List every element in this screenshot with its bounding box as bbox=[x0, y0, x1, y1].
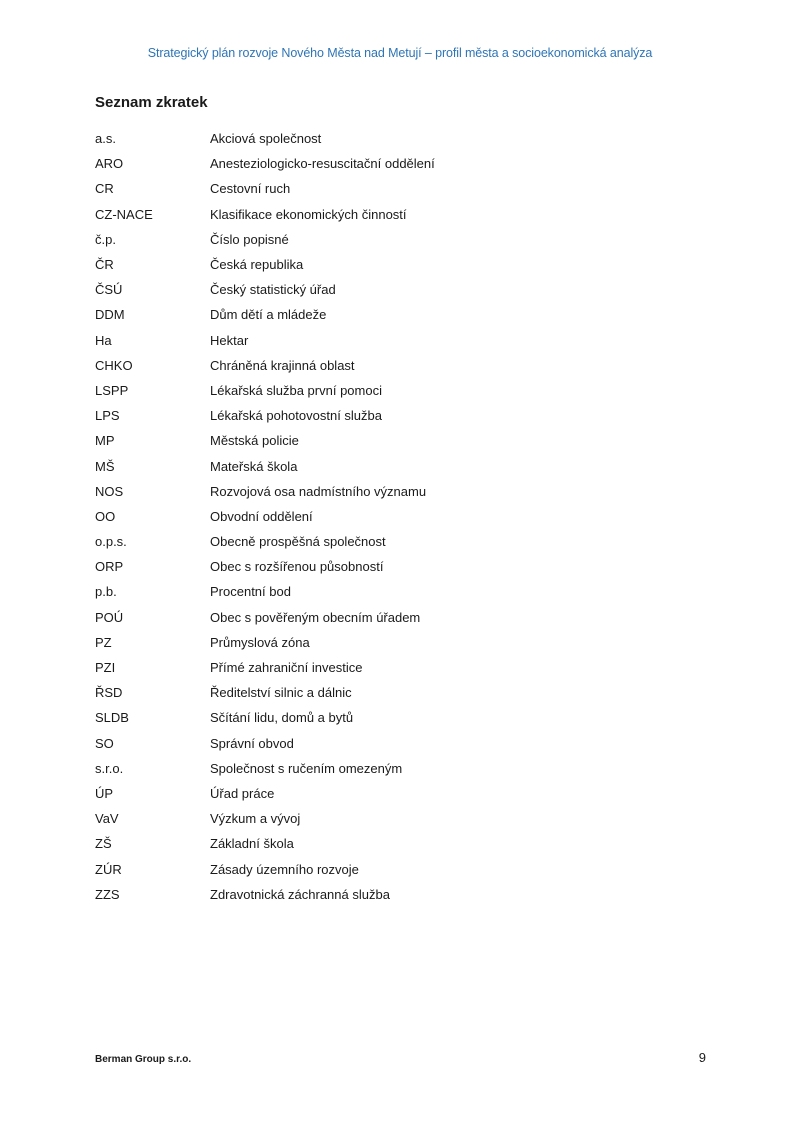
abbreviation-meaning: Číslo popisné bbox=[210, 231, 289, 247]
abbreviation-code: Ha bbox=[95, 332, 112, 348]
abbreviation-meaning: Městská policie bbox=[210, 433, 299, 449]
abbreviation-row bbox=[95, 176, 655, 201]
abbreviation-meaning: Akciová společnost bbox=[210, 131, 322, 147]
page-number: 9 bbox=[698, 1050, 706, 1065]
page-footer bbox=[95, 1050, 706, 1070]
abbreviation-row bbox=[95, 479, 655, 504]
abbreviation-meaning: Ředitelství silnic a dálnic bbox=[210, 685, 352, 701]
abbreviation-meaning: Obvodní oddělení bbox=[210, 508, 313, 524]
abbreviation-code: DDM bbox=[95, 307, 125, 323]
abbreviation-meaning: Lékařská pohotovostní služba bbox=[210, 408, 382, 424]
abbreviation-meaning: Hektar bbox=[210, 332, 249, 348]
abbreviation-row bbox=[95, 605, 655, 630]
abbreviation-row bbox=[95, 856, 655, 881]
abbreviation-code: p.b. bbox=[95, 584, 117, 600]
abbreviation-row bbox=[95, 302, 655, 327]
abbreviation-row bbox=[95, 680, 655, 705]
abbreviation-code: ČSÚ bbox=[95, 282, 123, 298]
abbreviation-row bbox=[95, 655, 655, 680]
abbreviation-meaning: Společnost s ručením omezeným bbox=[210, 760, 403, 776]
abbreviation-row bbox=[95, 151, 655, 176]
abbreviation-meaning: Zdravotnická záchranná služba bbox=[210, 886, 390, 902]
abbreviation-meaning: Lékařská služba první pomoci bbox=[210, 382, 382, 398]
abbreviation-row bbox=[95, 529, 655, 554]
abbreviation-row bbox=[95, 453, 655, 478]
abbreviation-row bbox=[95, 579, 655, 604]
abbreviation-code: SLDB bbox=[95, 710, 129, 726]
abbreviation-meaning: Obec s rozšířenou působností bbox=[210, 559, 384, 575]
abbreviation-code: POÚ bbox=[95, 609, 124, 625]
abbreviation-code: CHKO bbox=[95, 357, 133, 373]
abbreviation-code: MŠ bbox=[95, 458, 115, 474]
abbreviation-row bbox=[95, 731, 655, 756]
abbreviation-code: ZÚR bbox=[95, 861, 122, 877]
abbreviation-code: ARO bbox=[95, 156, 124, 172]
abbreviation-code: LPS bbox=[95, 408, 120, 424]
abbreviation-row bbox=[95, 806, 655, 831]
abbreviation-code: PZI bbox=[95, 660, 116, 676]
abbreviation-row bbox=[95, 353, 655, 378]
abbreviation-row bbox=[95, 403, 655, 428]
abbreviation-code: ÚP bbox=[95, 785, 114, 801]
abbreviation-meaning: Dům dětí a mládeže bbox=[210, 307, 327, 323]
abbreviation-code: MP bbox=[95, 433, 115, 449]
abbreviation-row bbox=[95, 252, 655, 277]
abbreviation-meaning: Rozvojová osa nadmístního významu bbox=[210, 483, 427, 499]
abbreviation-code: CR bbox=[95, 181, 114, 197]
abbreviation-meaning: Průmyslová zóna bbox=[210, 634, 310, 650]
abbreviation-meaning: Úřad práce bbox=[210, 785, 275, 801]
abbreviation-row bbox=[95, 882, 655, 907]
abbreviation-code: NOS bbox=[95, 483, 124, 499]
running-header: Strategický plán rozvoje Nového Města nad Metují – profil města a socioekonomická analýza bbox=[147, 46, 653, 60]
abbreviation-row bbox=[95, 428, 655, 453]
abbreviation-meaning: Základní škola bbox=[210, 836, 294, 852]
abbreviation-code: ORP bbox=[95, 559, 124, 575]
abbreviation-row bbox=[95, 227, 655, 252]
abbreviation-code: ZŠ bbox=[95, 836, 112, 852]
abbreviation-code: a.s. bbox=[95, 131, 116, 147]
abbreviation-row bbox=[95, 202, 655, 227]
abbreviation-meaning: Přímé zahraniční investice bbox=[210, 660, 363, 676]
abbreviation-meaning: Český statistický úřad bbox=[210, 282, 336, 298]
abbreviation-code: OO bbox=[95, 508, 116, 524]
abbreviation-meaning: Klasifikace ekonomických činností bbox=[210, 206, 407, 222]
abbreviation-row bbox=[95, 378, 655, 403]
abbreviation-row bbox=[95, 705, 655, 730]
abbreviation-code: ČR bbox=[95, 257, 114, 273]
abbreviation-meaning: Správní obvod bbox=[210, 735, 294, 751]
abbreviation-meaning: Česká republika bbox=[210, 257, 304, 273]
abbreviation-row bbox=[95, 831, 655, 856]
abbreviation-code: VaV bbox=[95, 811, 119, 827]
abbreviation-list bbox=[95, 126, 655, 907]
abbreviation-meaning: Výzkum a vývoj bbox=[210, 811, 301, 827]
abbreviation-meaning: Chráněná krajinná oblast bbox=[210, 357, 355, 373]
abbreviation-row bbox=[95, 328, 655, 353]
abbreviation-meaning: Procentní bod bbox=[210, 584, 291, 600]
abbreviation-code: SO bbox=[95, 735, 114, 751]
abbreviation-row bbox=[95, 554, 655, 579]
abbreviation-row bbox=[95, 630, 655, 655]
abbreviation-code: č.p. bbox=[95, 231, 116, 247]
abbreviation-row bbox=[95, 277, 655, 302]
abbreviation-meaning: Cestovní ruch bbox=[210, 181, 291, 197]
abbreviation-meaning: Obecně prospěšná společnost bbox=[210, 534, 386, 550]
abbreviation-code: ZZS bbox=[95, 886, 120, 902]
abbreviation-row bbox=[95, 781, 655, 806]
footer-company: Berman Group s.r.o. bbox=[95, 1054, 192, 1065]
abbreviation-meaning: Sčítání lidu, domů a bytů bbox=[210, 710, 354, 726]
section-title: Seznam zkratek bbox=[95, 94, 208, 111]
abbreviation-meaning: Anesteziologicko-resuscitační oddělení bbox=[210, 156, 435, 172]
abbreviation-meaning: Mateřská škola bbox=[210, 458, 298, 474]
abbreviation-code: s.r.o. bbox=[95, 760, 124, 776]
abbreviation-meaning: Zásady územního rozvoje bbox=[210, 861, 359, 877]
abbreviation-row bbox=[95, 756, 655, 781]
abbreviation-code: LSPP bbox=[95, 382, 129, 398]
abbreviation-code: CZ-NACE bbox=[95, 206, 153, 222]
abbreviation-code: o.p.s. bbox=[95, 534, 127, 550]
abbreviation-code: PZ bbox=[95, 634, 112, 650]
abbreviation-row bbox=[95, 504, 655, 529]
abbreviation-code: ŘSD bbox=[95, 685, 123, 701]
abbreviation-meaning: Obec s pověřeným obecním úřadem bbox=[210, 609, 421, 625]
abbreviation-row bbox=[95, 126, 655, 151]
